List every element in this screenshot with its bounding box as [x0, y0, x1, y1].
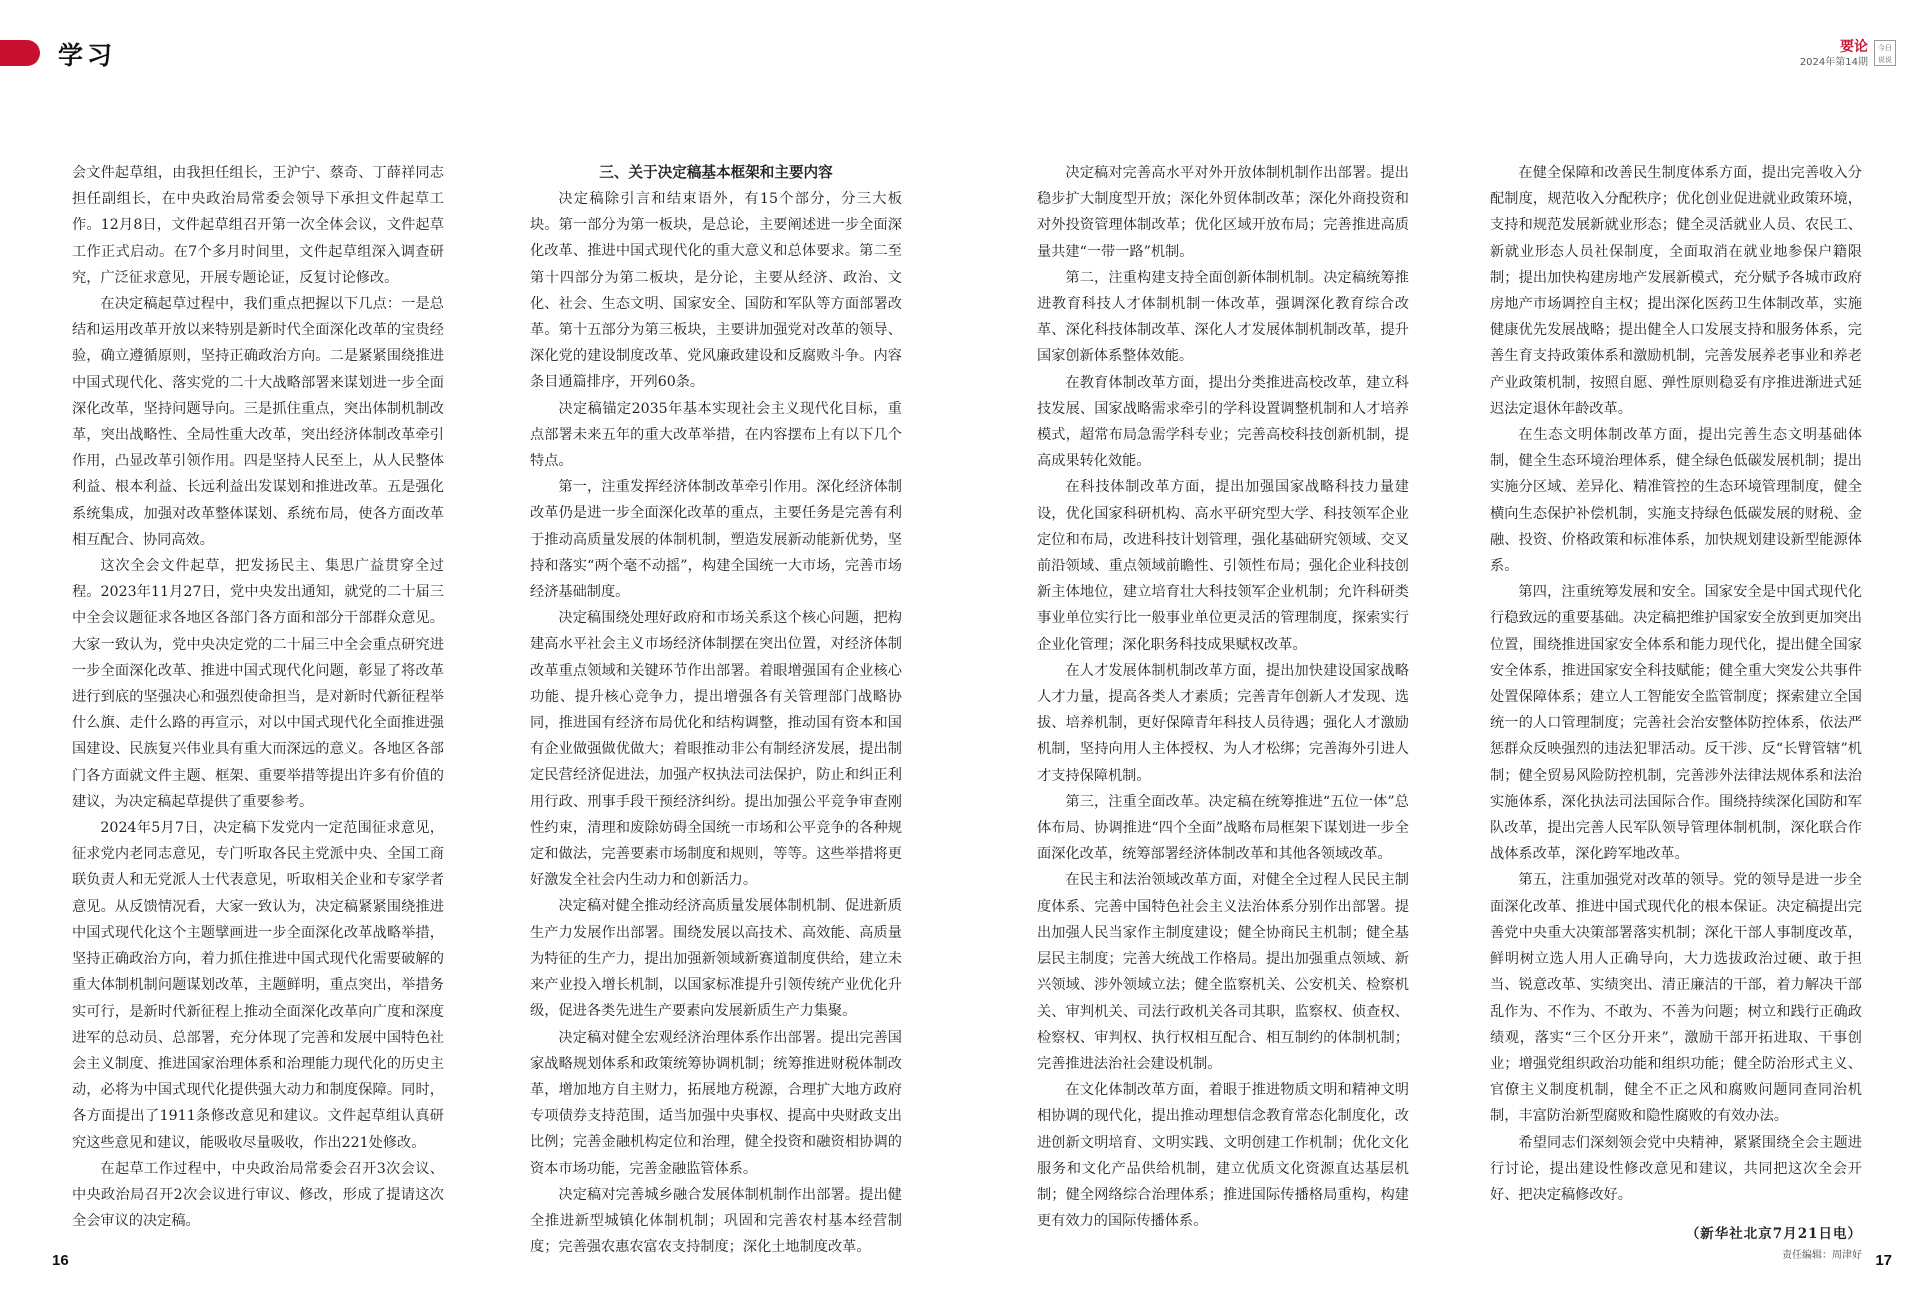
- paragraph: 在生态文明体制改革方面，提出完善生态文明基础体制，健全生态环境治理体系，健全绿色低碳发展机制；提出实施分区域、差异化、精准管控的生态环境管理制度，健全横向生态保护补偿机制，实施支持绿色低碳发展的财税、金融、投资、价格政策和标准体系，加快规划建设新型能源体系。: [1490, 427, 1862, 575]
- paragraph: 在科技体制改革方面，提出加强国家战略科技力量建设，优化国家科研机构、高水平研究型大学、科技领军企业定位和布局，改进科技计划管理，强化基础研究领域、交叉前沿领域、重点领域前瞻性、引领性布局；强化企业科技创新主体地位，建立培育壮大科技领军企业机制；允许科研类事业单位实行比一般事业单位更灵活的管理制度，探索实行企业化管理；深化职务科技成果赋权改革。: [1037, 479, 1409, 653]
- paragraph: 这次全会文件起草，把发扬民主、集思广益贯穿全过程。2023年11月27日，党中央发出通知，就党的二十届三中全会议题征求各地区各部门各方面和部分干部群众意见。大家一致认为，党中央决定党的二十届三中全会重点研究进一步全面深化改革、推进中国式现代化问题，彰显了将改革进行到底的坚强决心和强烈使命担当，是对新时代新征程举什么旗、走什么路的再宣示，对以中国式现代化全面推进强国建设、民族复兴伟业具有重大而深远的意义。各地区各部门各方面就文件主题、框架、重要举措等提出许多有价值的建议，为决定稿起草提供了重要参考。: [72, 558, 444, 810]
- paragraph: 在人才发展体制机制改革方面，提出加快建设国家战略人才力量，提高各类人才素质；完善青年创新人才发现、选拔、培养机制，更好保障青年科技人员待遇；强化人才激励机制，坚持向用人主体授权、为人才松绑；完善海外引进人才支持保障机制。: [1037, 662, 1409, 784]
- paragraph: 2024年5月7日，决定稿下发党内一定范围征求意见，征求党内老同志意见，专门听取各民主党派中央、全国工商联负责人和无党派人士代表意见，听取相关企业和专家学者意见。从反馈情况看，大家一致认为，决定稿紧紧围绕推进中国式现代化这个主题擘画进一步全面深化改革战略举措，坚持正确政治方向，着力抓住推进中国式现代化需要破解的重大体制机制问题谋划改革，主题鲜明，重点突出，举措务实可行，是新时代新征程上推动全面深化改革向广度和深度进军的总动员、总部署，充分体现了完善和发展中国特色社会主义制度、推进国家治理体系和治理能力现代化的历史主动，必将为中国式现代化提供强大动力和制度保障。同时，各方面提出了1911条修改意见和建议。文件起草组认真研究这些意见和建议，能吸收尽量吸收，作出221处修改。: [72, 820, 444, 1151]
- paragraph: 在民主和法治领域改革方面，对健全全过程人民民主制度体系、完善中国特色社会主义法治体系分别作出部署。提出加强人民当家作主制度建设；健全协商民主机制；健全基层民主制度；完善大统战工作格局。提出加强重点领域、新兴领域、涉外领域立法；健全监察机关、公安机关、检察机关、审判机关、司法行政机关各司其职，监察权、侦查权、检察权、审判权、执行权相互配合、相互制约的体制机制；完善推进法治社会建设机制。: [1037, 872, 1409, 1072]
- paragraph: 在决定稿起草过程中，我们重点把握以下几点：一是总结和运用改革开放以来特别是新时代全面深化改革的宝贵经验，确立遵循原则，坚持正确政治方向。二是紧紧围绕推进中国式现代化、落实党的二十大战略部署来谋划进一步全面深化改革，坚持问题导向。三是抓住重点，突出体制机制改革，突出战略性、全局性重大改革，突出经济体制改革牵引作用，凸显改革引领作用。四是坚持人民至上，从人民整体利益、根本利益、长远利益出发谋划和推进改革。五是强化系统集成，加强对改革整体谋划、系统布局，使各方面改革相互配合、协同高效。: [72, 296, 444, 548]
- issue-number: 2024年第14期: [1799, 57, 1868, 68]
- paragraph: 决定稿围绕处理好政府和市场关系这个核心问题，把构建高水平社会主义市场经济体制摆在突出位置，对经济体制改革重点领域和关键环节作出部署。着眼增强国有企业核心功能、提升核心竞争力，提出增强各有关管理部门战略协同，推进国有经济布局优化和结构调整，推动国有资本和国有企业做强做优做大；着眼推动非公有制经济发展，提出制定民营经济促进法，加强产权执法司法保护，防止和纠正利用行政、刑事手段干预经济纠纷。提出加强公平竞争审查刚性约束，清理和废除妨碍全国统一市场和公平竞争的各种规定和做法，完善要素市场制度和规则，等等。这些举措将更好激发全社会内生动力和创新活力。: [530, 610, 902, 889]
- section-title: 学习: [58, 41, 117, 70]
- section-marker: [0, 40, 40, 66]
- masthead: [1800, 40, 1896, 68]
- paragraph: 决定稿对完善高水平对外开放体制机制作出部署。提出稳步扩大制度型开放；深化外贸体制改革；深化外商投资和对外投资管理体制改革；优化区域开放布局；完善推进高质量共建“一带一路”机制。: [1037, 165, 1409, 260]
- paragraph: 第四，注重统筹发展和安全。国家安全是中国式现代化行稳致远的重要基础。决定稿把维护国家安全放到更加突出位置，围绕推进国家安全体系和能力现代化，提出健全国家安全体系，推进国家安全科技赋能；健全重大突发公共事件处置保障体系；建立人工智能安全监管制度；探索建立全国统一的人口管理制度；完善社会治安整体防控体系，依法严惩群众反映强烈的违法犯罪活动。反干涉、反“长臂管辖”机制；健全贸易风险防控机制，完善涉外法律法规体系和法治实施体系，深化执法司法国际合作。围绕持续深化国防和军队改革，提出完善人民军队领导管理体制机制，深化联合作战体系改革，深化跨军地改革。: [1490, 584, 1862, 863]
- page-number-right: 17: [1875, 1252, 1892, 1269]
- paragraph: 在教育体制改革方面，提出分类推进高校改革，建立科技发展、国家战略需求牵引的学科设置调整机制和人才培养模式，超常布局急需学科专业；完善高校科技创新机制，提高成果转化效能。: [1037, 374, 1409, 470]
- paragraph: 在起草工作过程中，中央政治局常委会召开3次会议、中央政治局召开2次会议进行审议、修改，形成了提请这次全会审议的决定稿。: [72, 1160, 444, 1230]
- paragraph: 第三，注重全面改革。决定稿在统筹推进“五位一体”总体布局、协调推进“四个全面”战略布局框架下谋划进一步全面深化改革，统筹部署经济体制改革和其他各领域改革。: [1037, 793, 1409, 863]
- text-column-2: [530, 160, 902, 1260]
- paragraph: 会文件起草组，由我担任组长，王沪宁、蔡奇、丁薛祥同志担任副组长，在中央政治局常委会领导下承担文件起草工作。12月8日，文件起草组召开第一次全体会议，文件起草工作正式启动。在7个多月时间里，文件起草组深入调查研究，广泛征求意见，开展专题论证，反复讨论修改。: [72, 165, 444, 286]
- paragraph: 决定稿锚定2035年基本实现社会主义现代化目标，重点部署未来五年的重大改革举措，在内容摆布上有以下几个特点。: [530, 400, 902, 470]
- paragraph: 决定稿对健全宏观经济治理体系作出部署。提出完善国家战略规划体系和政策统筹协调机制；统筹推进财税体制改革，增加地方自主财力，拓展地方税源，合理扩大地方政府专项债券支持范围，适当加强中央事权、提高中央财政支出比例；完善金融机构定位和治理，健全投资和融资相协调的资本市场功能，完善金融监管体系。: [530, 1029, 902, 1177]
- paragraph: 决定稿对完善城乡融合发展体制机制作出部署。提出健全推进新型城镇化体制机制；巩固和完善农村基本经营制度；完善强农惠农富农支持制度；深化土地制度改革。: [530, 1186, 902, 1256]
- page-number-left: 16: [52, 1252, 69, 1269]
- paragraph: 在健全保障和改善民生制度体系方面，提出完善收入分配制度，规范收入分配秩序；优化创业促进就业政策环境，支持和规范发展新就业形态；健全灵活就业人员、农民工、新就业形态人员社保制度，全面取消在就业地参保户籍限制；提出加快构建房地产发展新模式，充分赋予各城市政府房地产市场调控自主权；提出深化医药卫生体制改革，实施健康优先发展战略；提出健全人口发展支持和服务体系，完善生育支持政策体系和激励机制，完善发展养老事业和养老产业政策机制，按照自愿、弹性原则稳妥有序推进渐进式延迟法定退休年龄改革。: [1490, 165, 1862, 417]
- dateline: （新华社北京7月21日电）: [1685, 1226, 1862, 1242]
- text-column-1: [72, 160, 444, 1234]
- paragraph: 希望同志们深刻领会党中央精神，紧紧围绕全会主题进行讨论，提出建设性修改意见和建议，共同把这次全会开好、把决定稿修改好。: [1490, 1134, 1862, 1203]
- paragraph: 在文化体制改革方面，着眼于推进物质文明和精神文明相协调的现代化，提出推动理想信念教育常态化制度化，改进创新文明培育、文明实践、文明创建工作机制；优化文化服务和文化产品供给机制，建立优质文化资源直达基层机制；健全网络综合治理体系；推进国际传播格局重构，构建更有效力的国际传播体系。: [1037, 1082, 1409, 1230]
- text-column-4: [1490, 160, 1862, 1208]
- paragraph: 第五，注重加强党对改革的领导。党的领导是进一步全面深化改革、推进中国式现代化的根本保证。决定稿提出完善党中央重大决策部署落实机制；深化干部人事制度改革，鲜明树立选人用人正确导向，大力选拔政治过硬、敢于担当、锐意改革、实绩突出、清正廉洁的干部，着力解决干部乱作为、不作为、不敢为、不善为问题；树立和践行正确政绩观，落实“三个区分开来”，激励干部开拓进取、干事创业；增强党组织政治功能和组织功能；健全防治形式主义、官僚主义制度机制，健全不正之风和腐败问题同查同治机制，丰富防治新型腐败和隐性腐败的有效办法。: [1490, 872, 1862, 1125]
- paragraph: 决定稿对健全推动经济高质量发展体制机制、促进新质生产力发展作出部署。围绕发展以高技术、高效能、高质量为特征的生产力，提出加强新领域新赛道制度供给，建立未来产业投入增长机制，以国家标准提升引领传统产业优化升级，促进各类先进生产要素向发展新质生产力集聚。: [530, 898, 902, 1020]
- paragraph: 决定稿除引言和结束语外，有15个部分，分三大板块。第一部分为第一板块，是总论，主要阐述进一步全面深化改革、推进中国式现代化的重大意义和总体要求。第二至第十四部分为第二板块，是分论，主要从经济、政治、文化、社会、生态文明、国家安全、国防和军队等方面部署改革。第十五部分为第三板块，主要讲加强党对改革的领导、深化党的建设制度改革、党风廉政建设和反腐败斗争。内容条目通篇排序，开列60条。: [530, 191, 902, 391]
- paragraph: 第一，注重发挥经济体制改革牵引作用。深化经济体制改革仍是进一步全面深化改革的重点，主要任务是完善有利于推动高质量发展的体制机制，塑造发展新动能新优势，坚持和落实“两个毫不动摇”，构建全国统一大市场，完善市场经济基础制度。: [530, 479, 902, 601]
- editor-credit: 责任编辑：周津好: [1782, 1250, 1862, 1261]
- magazine-logo-icon: 今日 说说: [1874, 40, 1896, 66]
- paragraph: 第二，注重构建支持全面创新体制机制。决定稿统筹推进教育科技人才体制机制一体改革，强调深化教育综合改革、深化科技体制改革、深化人才发展体制机制改革，提升国家创新体系整体效能。: [1037, 269, 1409, 365]
- section-heading: 三、关于决定稿基本框架和主要内容: [599, 164, 833, 181]
- magazine-brand: 要论: [1840, 39, 1868, 55]
- text-column-3: [1037, 160, 1409, 1234]
